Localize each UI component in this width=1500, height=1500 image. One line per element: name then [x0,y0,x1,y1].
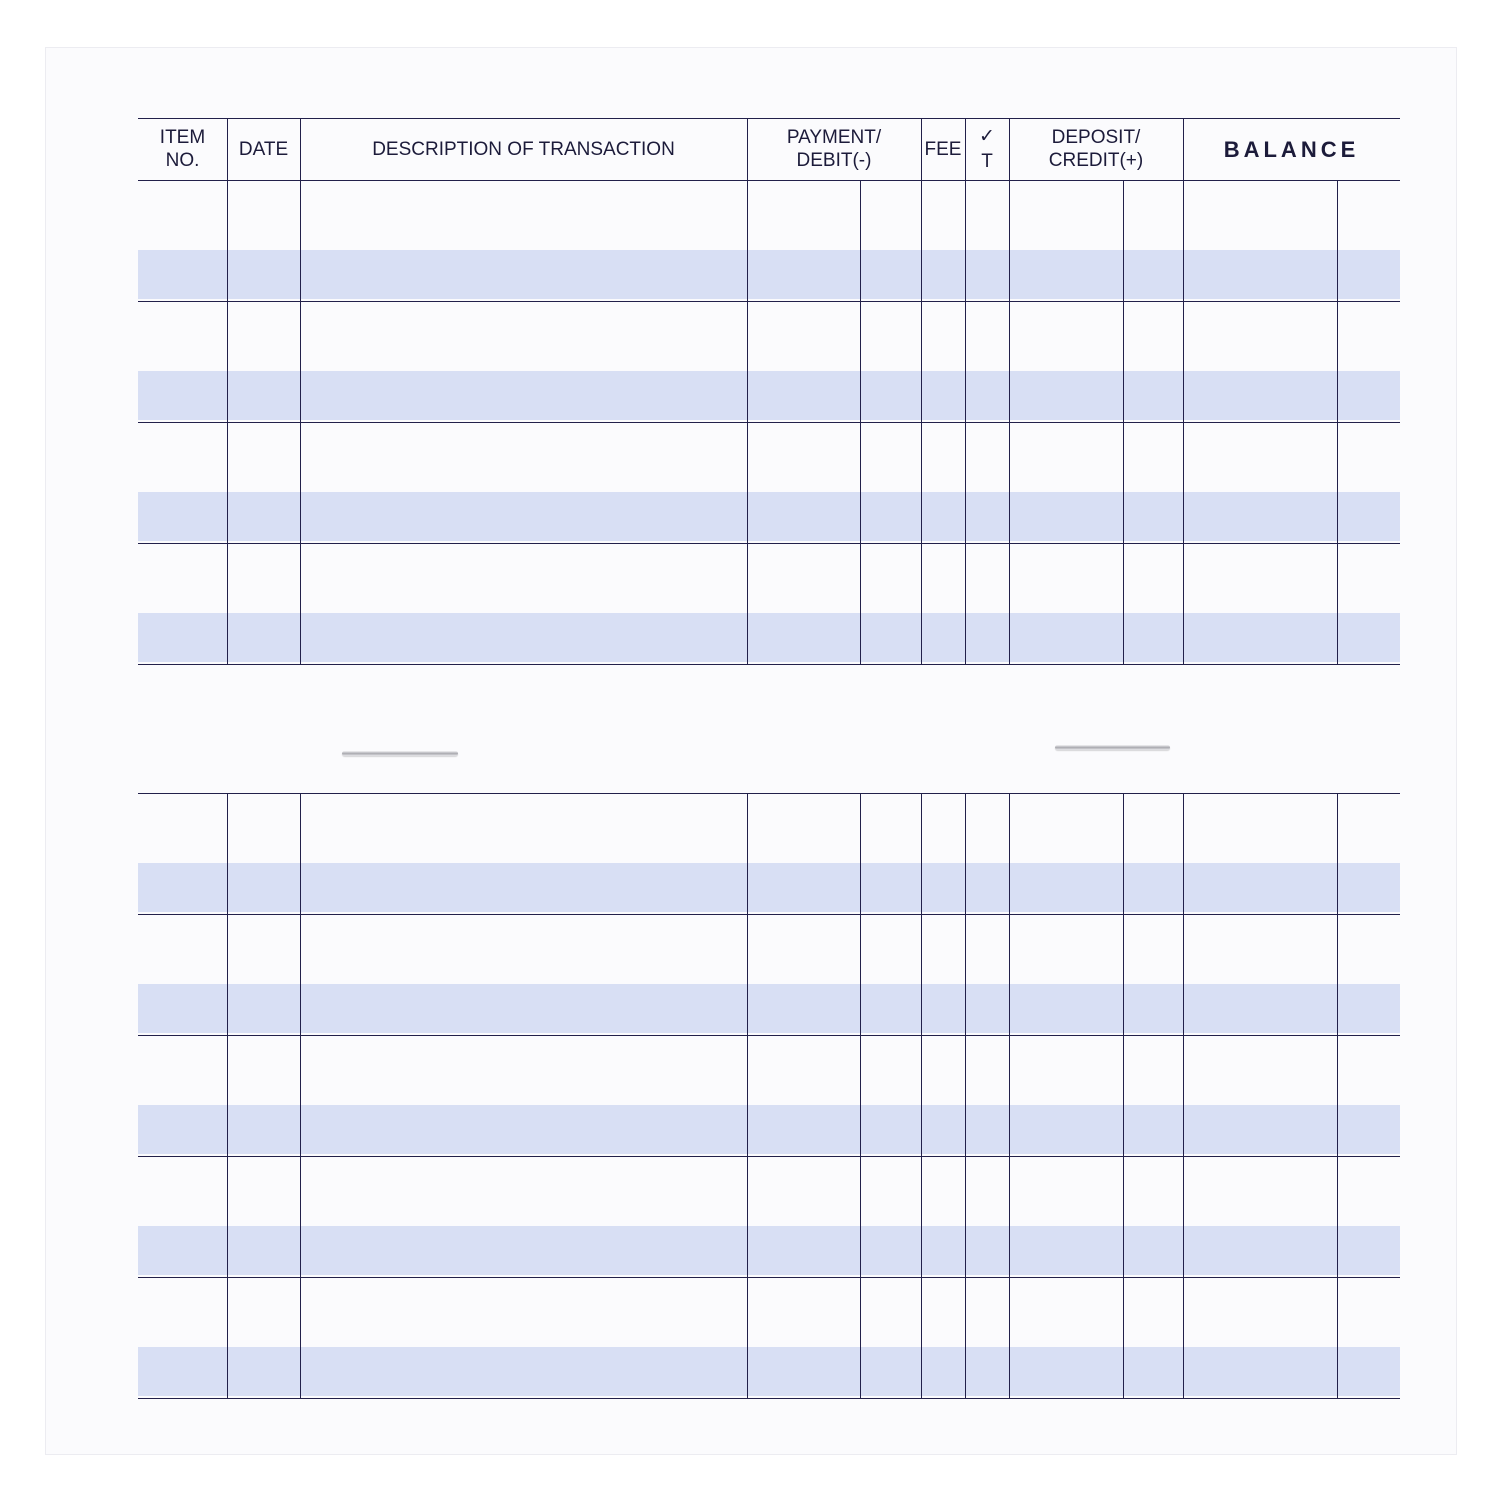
entry-row-band [138,1105,1400,1154]
column-divider [747,118,748,664]
column-divider [1183,118,1184,664]
header-balance: BALANCE [1223,136,1360,162]
entry-row-band [138,984,1400,1033]
column-divider [965,793,966,1398]
ledger-top [138,118,1400,664]
cents-divider [1337,793,1338,1398]
header-bottom-rule [138,180,1400,181]
column-divider [1009,118,1010,664]
entry-row-rule [138,1035,1400,1036]
entry-row-band [138,250,1400,299]
staple-left [342,751,458,756]
entry-row-band [138,371,1400,420]
header-fee: FEE [924,138,962,160]
entry-row-band [138,1347,1400,1396]
entry-row-rule [138,664,1400,665]
header-date: DATE [238,138,289,160]
entry-row-band [138,613,1400,662]
column-divider [747,793,748,1398]
entry-row-band [138,492,1400,541]
lower-top-rule [138,793,1400,794]
entry-row-rule [138,914,1400,915]
entry-row-rule [138,422,1400,423]
column-divider [921,793,922,1398]
cents-divider [860,793,861,1398]
ledger-bottom [138,793,1400,1397]
entry-row-rule [138,301,1400,302]
cents-divider [1123,180,1124,664]
column-divider [965,118,966,664]
entry-row-rule [138,543,1400,544]
entry-row-band [138,1226,1400,1275]
column-divider [227,793,228,1398]
entry-row-band [138,863,1400,912]
column-divider [1009,793,1010,1398]
header-payment-debit: PAYMENT/ DEBIT(-) [786,127,882,171]
checkmark-icon: ✓ [979,126,995,147]
header-item-no: ITEM NO. [159,127,206,171]
entry-row-rule [138,1156,1400,1157]
column-divider [1183,793,1184,1398]
header-description: DESCRIPTION OF TRANSACTION [372,138,675,160]
header-deposit-credit: DEPOSIT/ CREDIT(+) [1048,127,1144,171]
column-divider [300,793,301,1398]
cents-divider [1123,793,1124,1398]
column-divider [921,118,922,664]
staple-right [1055,745,1170,750]
column-divider [300,118,301,664]
cents-divider [860,180,861,664]
entry-row-rule [138,1398,1400,1399]
cents-divider [1337,180,1338,664]
column-divider [227,118,228,664]
header-check-t [965,118,1009,180]
entry-row-rule [138,1277,1400,1278]
header-t-label: T [981,151,993,172]
